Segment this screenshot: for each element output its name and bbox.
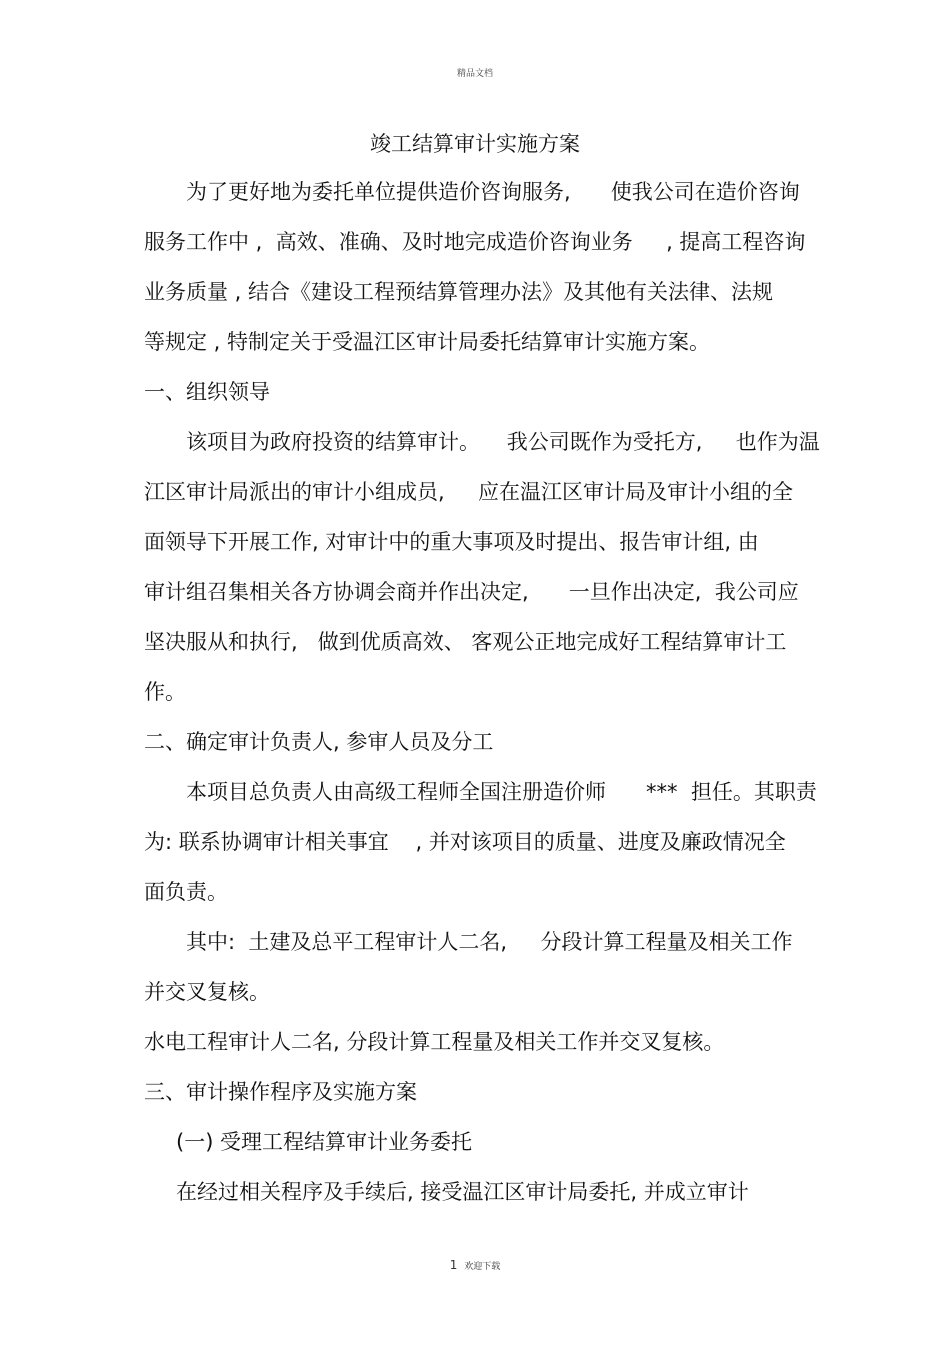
paragraph-line: 在经过相关程序及手续后, 接受温江区审计局委托, 并成立审计 (176, 1180, 749, 1204)
paragraph-line: 业务质量 , 结合《建设工程预结算管理办法》及其他有关法律、法规 (144, 280, 774, 304)
page-footer (0, 1258, 950, 1272)
paragraph-line: 等规定 , 特制定关于受温江区审计局委托结算审计实施方案。 (144, 330, 711, 354)
section-heading: 一、组织领导 (144, 380, 270, 404)
paragraph-line: 面负责。 (144, 880, 228, 904)
section-heading: 二、确定审计负责人, 参审人员及分工 (144, 730, 494, 754)
paragraph-line: 江区审计局派出的审计小组成员, 应在温江区审计局及审计小组的全 (144, 480, 794, 504)
section-heading: 三、审计操作程序及实施方案 (144, 1080, 417, 1104)
paragraph-line: 坚决服从和执行, 做到优质高效、 客观公正地完成好工程结算审计工 (144, 630, 787, 654)
paragraph-line: 审计组召集相关各方协调会商并作出决定, 一旦作出决定, 我公司应 (144, 580, 799, 604)
paragraph-line: 并交叉复核。 (144, 980, 270, 1004)
footer-note: 欢迎下载 (464, 1262, 501, 1272)
paragraph-line: 为: 联系协调审计相关事宜 , 并对该项目的质量、进度及廉政情况全 (144, 830, 786, 854)
paragraph-line: 本项目总负责人由高级工程师全国注册造价师 *** 担任。其职责 (186, 780, 817, 804)
paragraph-line: 水电工程审计人二名, 分段计算工程量及相关工作并交叉复核。 (144, 1030, 725, 1054)
paragraph-line: 服务工作中 , 高效、准确、及时地完成造价咨询业务 , 提高工程咨询 (144, 230, 806, 254)
paragraph-line: 面领导下开展工作, 对审计中的重大事项及时提出、报告审计组, 由 (144, 530, 759, 554)
subsection-heading: (一) 受理工程结算审计业务委托 (176, 1130, 473, 1154)
page-number: 1 (449, 1258, 458, 1272)
paragraph-line: 作。 (144, 680, 186, 704)
paragraph-line: 该项目为政府投资的结算审计。 我公司既作为受托方, 也作为温 (186, 430, 820, 454)
header-note: 精品文档 (456, 69, 493, 79)
paragraph-line: 为了更好地为委托单位提供造价咨询服务, 使我公司在造价咨询 (186, 180, 800, 204)
document-title: 竣工结算审计实施方案 (370, 132, 580, 156)
paragraph-line: 其中: 土建及总平工程审计人二名, 分段计算工程量及相关工作 (186, 930, 793, 954)
